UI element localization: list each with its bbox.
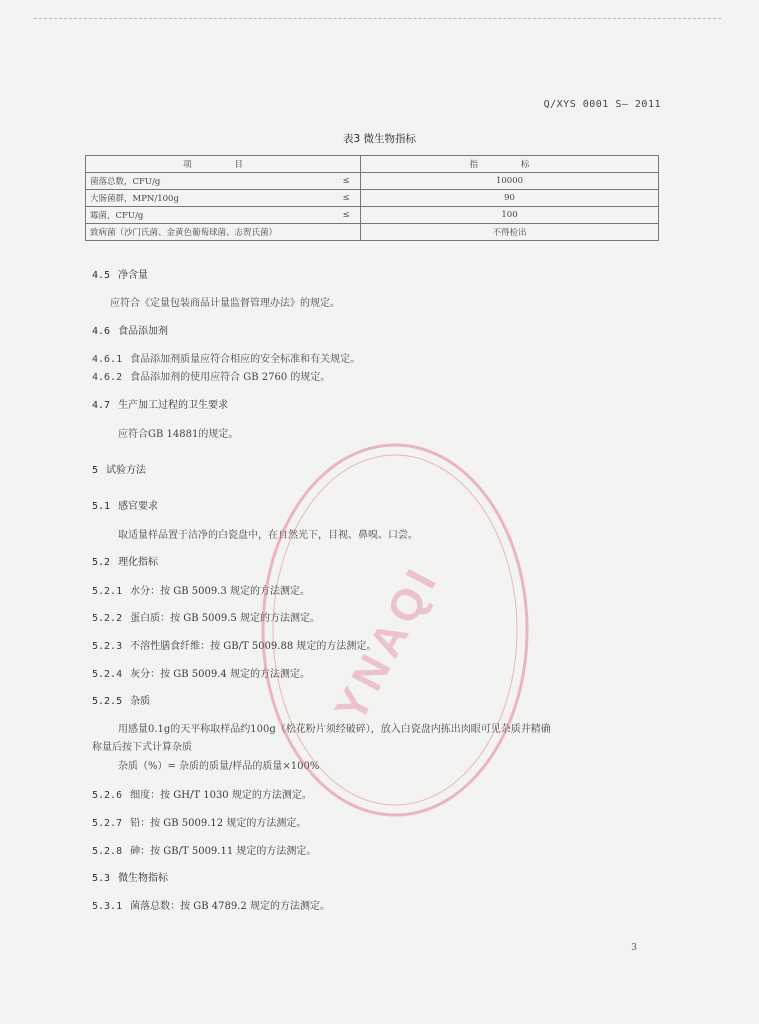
microbiology-table — [85, 155, 659, 241]
section-title: 理化指标 — [118, 557, 159, 568]
clause-number: 5.2.1 — [92, 586, 123, 597]
row-item: 致病菌（沙门氏菌、金黄色葡萄球菌、志贺氏菌） — [86, 224, 333, 241]
section-number: 5.3 — [92, 873, 111, 884]
section-heading — [92, 553, 158, 568]
top-border-line — [34, 18, 721, 19]
document-code: Q/XYS 0001 S— 2011 — [543, 99, 661, 110]
row-comparator: ≤ — [332, 207, 361, 224]
section-heading — [92, 869, 168, 884]
clause — [92, 350, 360, 365]
clause-number: 4.6.2 — [92, 372, 123, 383]
section-number: 5.2 — [92, 557, 111, 568]
section-number: 5.1 — [92, 501, 111, 512]
section-heading — [92, 322, 168, 337]
clause-text: 不溶性膳食纤维：按 GB/T 5009.88 规定的方法测定。 — [130, 641, 377, 652]
row-comparator: ≤ — [332, 173, 361, 190]
clause-number: 5.2.5 — [92, 696, 123, 707]
section-title: 试验方法 — [106, 465, 147, 476]
clause — [92, 897, 330, 912]
official-seal-stamp — [250, 430, 540, 830]
row-comparator: ≤ — [332, 190, 361, 207]
row-item: 菌落总数，CFU/g — [86, 173, 333, 190]
clause-title: 杂质 — [130, 696, 151, 707]
paragraph: 用感量0.1g的天平称取样品约100g（松花粉片须经破碎），放入白瓷盘内拣出肉眼可见杂质并精确 — [118, 724, 551, 735]
table-row — [86, 190, 659, 207]
section-heading — [92, 266, 148, 281]
section-title: 净含量 — [118, 270, 149, 281]
clause-number: 5.2.6 — [92, 790, 123, 801]
clause — [92, 368, 330, 383]
clause-text: 食品添加剂的使用应符合 GB 2760 的规定。 — [130, 372, 331, 383]
table-row — [86, 207, 659, 224]
paragraph: 取适量样品置于洁净的白瓷盘中，在自然光下，目视、鼻嗅、口尝。 — [118, 530, 418, 541]
clause-number: 5.2.8 — [92, 846, 123, 857]
clause-text: 水分：按 GB 5009.3 规定的方法测定。 — [130, 586, 310, 597]
clause-number: 5.2.3 — [92, 641, 123, 652]
row-item: 大肠菌群，MPN/100g — [86, 190, 333, 207]
page-number: 3 — [631, 943, 637, 953]
column-header-item: 项 目 — [86, 156, 361, 173]
table-row — [86, 173, 659, 190]
row-value: 不得检出 — [361, 224, 659, 241]
section-title: 微生物指标 — [118, 873, 169, 884]
row-value: 90 — [361, 190, 659, 207]
clause-text: 灰分：按 GB 5009.4 规定的方法测定。 — [130, 669, 310, 680]
section-title: 食品添加剂 — [118, 326, 169, 337]
seal-text: YNAQI — [325, 556, 449, 730]
row-item: 霉菌，CFU/g — [86, 207, 333, 224]
clause-text: 细度：按 GH/T 1030 规定的方法测定。 — [130, 790, 312, 801]
table-title: 表3 微生物指标 — [342, 133, 417, 145]
row-comparator — [332, 224, 361, 241]
section-title: 生产加工过程的卫生要求 — [118, 400, 229, 411]
row-value: 10000 — [361, 173, 659, 190]
paragraph: 应符合GB 14881的规定。 — [118, 429, 239, 440]
paragraph: 称量后按下式计算杂质 — [92, 742, 192, 753]
paragraph: 应符合《定量包装商品计量监督管理办法》的规定。 — [110, 298, 340, 309]
section-heading — [92, 461, 146, 476]
clause-number: 4.6.1 — [92, 354, 123, 365]
column-header-value: 指 标 — [361, 156, 659, 173]
clause — [92, 842, 316, 857]
clause-number: 5.2.2 — [92, 613, 123, 624]
table-header-row — [86, 156, 659, 173]
section-title: 感官要求 — [118, 501, 159, 512]
section-number: 5 — [92, 465, 99, 476]
section-number: 4.5 — [92, 270, 111, 281]
clause-number: 5.3.1 — [92, 901, 123, 912]
clause-number: 5.2.4 — [92, 669, 123, 680]
formula: 杂质（%）= 杂质的质量/样品的质量×100% — [118, 761, 320, 772]
row-value: 100 — [361, 207, 659, 224]
table-row — [86, 224, 659, 241]
clause-text: 食品添加剂质量应符合相应的安全标准和有关规定。 — [130, 354, 361, 365]
section-number: 4.6 — [92, 326, 111, 337]
section-heading — [92, 396, 228, 411]
clause-text: 蛋白质：按 GB 5009.5 规定的方法测定。 — [130, 613, 320, 624]
clause-text: 铅：按 GB 5009.12 规定的方法测定。 — [130, 818, 307, 829]
section-number: 4.7 — [92, 400, 111, 411]
clause-number: 5.2.7 — [92, 818, 123, 829]
clause-text: 砷：按 GB/T 5009.11 规定的方法测定。 — [130, 846, 317, 857]
clause-heading — [92, 692, 150, 707]
clause-text: 菌落总数：按 GB 4789.2 规定的方法测定。 — [130, 901, 330, 912]
section-heading — [92, 497, 158, 512]
